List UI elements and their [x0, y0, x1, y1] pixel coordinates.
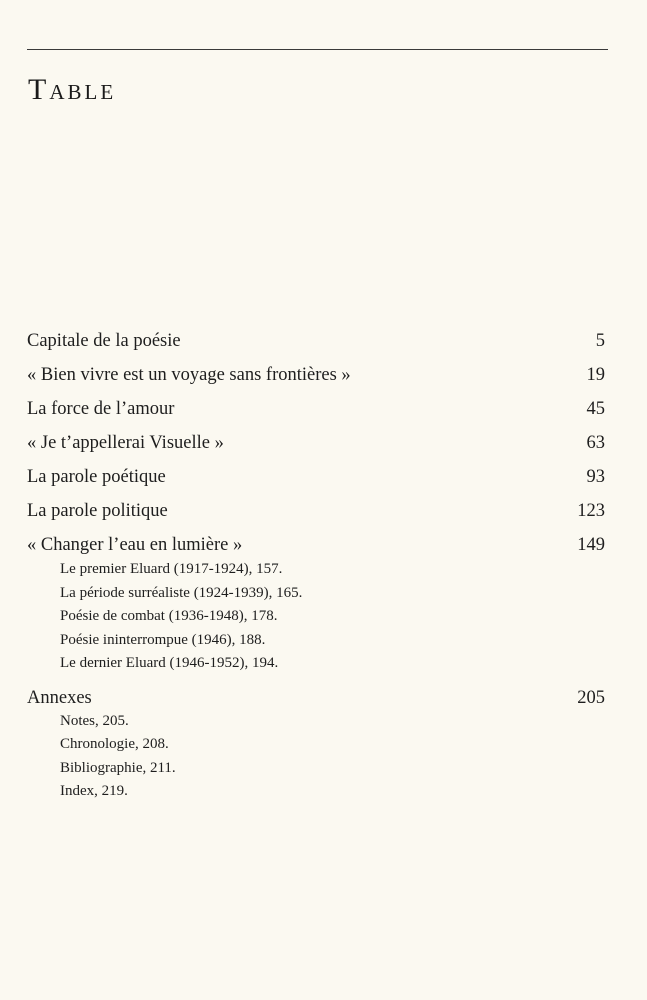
toc-sublist	[27, 558, 605, 676]
toc-subentry: Bibliographie, 211.	[60, 759, 176, 776]
toc-entry-page: 205	[577, 687, 605, 708]
toc-entry	[27, 429, 605, 463]
toc-entry-page: 123	[577, 501, 605, 521]
table-of-contents	[27, 327, 605, 812]
toc-subentry: Le premier Eluard (1917-1924), 157.	[60, 561, 283, 577]
toc-entry-page: 63	[586, 433, 605, 453]
toc-subentry: Notes, 205.	[60, 712, 129, 729]
toc-entry	[27, 395, 605, 429]
toc-sublist	[27, 710, 605, 804]
toc-subentry: Index, 219.	[60, 783, 128, 799]
toc-entry-label: « Je t’appellerai Visuelle »	[27, 433, 224, 453]
toc-entry-page: 5	[595, 331, 605, 351]
toc-entry-page: 45	[586, 399, 605, 419]
toc-entry-label: La parole politique	[27, 501, 168, 521]
page-title: Table	[28, 73, 117, 106]
toc-entry-label: La force de l’amour	[27, 399, 175, 419]
toc-entry	[27, 684, 605, 712]
toc-subentry: Le dernier Eluard (1946-1952), 194.	[60, 655, 279, 671]
toc-entry-page: 149	[577, 535, 605, 555]
toc-entry	[27, 361, 605, 395]
toc-entry	[27, 327, 605, 361]
toc-subentry: Poésie de combat (1936-1948), 178.	[60, 608, 278, 624]
toc-entry-page: 19	[586, 365, 605, 385]
toc-entry	[27, 497, 605, 531]
toc-entry-page: 93	[586, 467, 605, 487]
toc-entry-label: « Bien vivre est un voyage sans frontières »	[27, 365, 351, 385]
toc-subentry: Poésie ininterrompue (1946), 188.	[60, 631, 266, 648]
toc-entry	[27, 463, 605, 497]
top-rule	[27, 49, 608, 50]
toc-subentry: La période surréaliste (1924-1939), 165.	[60, 584, 303, 601]
toc-subentry: Chronologie, 208.	[60, 736, 169, 752]
toc-entry-label: « Changer l’eau en lumière »	[27, 535, 243, 555]
toc-entry-label: Annexes	[27, 687, 92, 708]
toc-entry-label: La parole poétique	[27, 467, 166, 487]
toc-entry-label: Capitale de la poésie	[27, 331, 181, 351]
